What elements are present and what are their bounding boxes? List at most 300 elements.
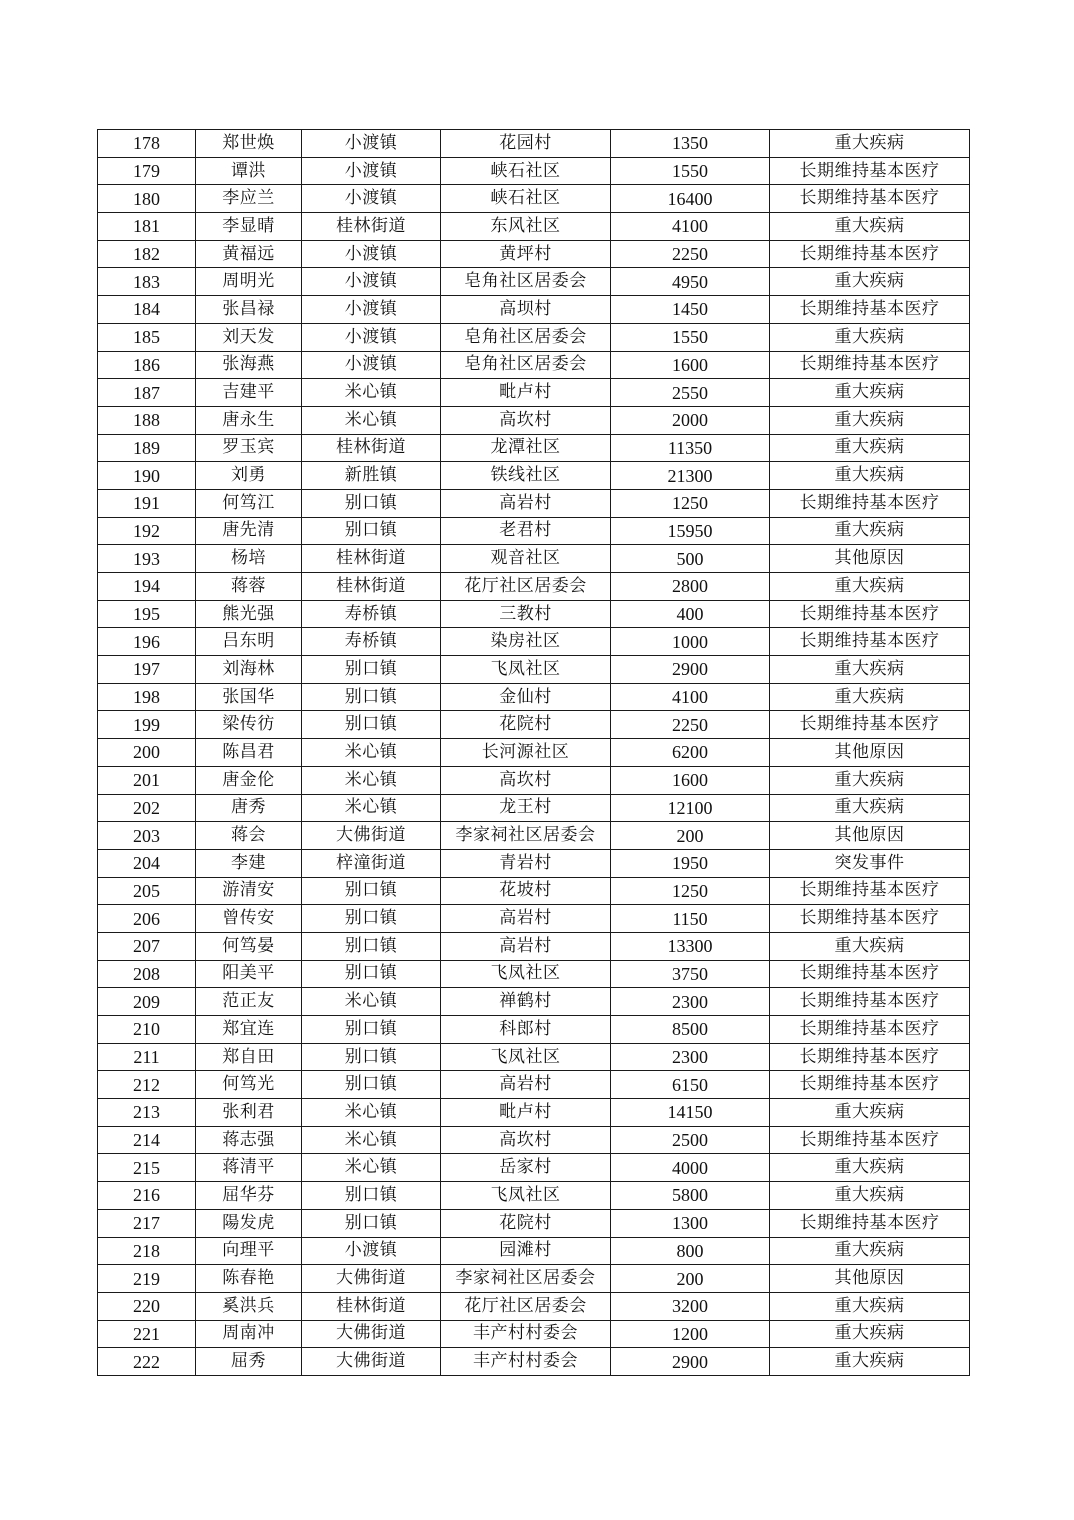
amount-cell: 1350 xyxy=(611,130,770,158)
row-number-cell: 215 xyxy=(98,1154,196,1182)
amount-cell: 2250 xyxy=(611,711,770,739)
community-cell: 东风社区 xyxy=(441,213,611,241)
amount-cell: 11350 xyxy=(611,434,770,462)
community-cell: 金仙村 xyxy=(441,683,611,711)
amount-cell: 1250 xyxy=(611,489,770,517)
name-cell: 范正友 xyxy=(196,988,302,1016)
name-cell: 蒋蓉 xyxy=(196,573,302,601)
reason-cell: 长期维持基本医疗 xyxy=(770,1209,970,1237)
table-row xyxy=(98,213,970,241)
amount-cell: 3200 xyxy=(611,1292,770,1320)
reason-cell: 长期维持基本医疗 xyxy=(770,877,970,905)
town-cell: 米心镇 xyxy=(302,794,441,822)
reason-cell: 重大疾病 xyxy=(770,1154,970,1182)
name-cell: 唐永生 xyxy=(196,406,302,434)
town-cell: 米心镇 xyxy=(302,766,441,794)
reason-cell: 重大疾病 xyxy=(770,656,970,684)
amount-cell: 400 xyxy=(611,600,770,628)
reason-cell: 重大疾病 xyxy=(770,932,970,960)
reason-cell: 长期维持基本医疗 xyxy=(770,711,970,739)
amount-cell: 2550 xyxy=(611,379,770,407)
row-number-cell: 188 xyxy=(98,406,196,434)
name-cell: 张昌禄 xyxy=(196,296,302,324)
name-cell: 陽发虎 xyxy=(196,1209,302,1237)
row-number-cell: 209 xyxy=(98,988,196,1016)
name-cell: 唐金伦 xyxy=(196,766,302,794)
reason-cell: 重大疾病 xyxy=(770,434,970,462)
table-row xyxy=(98,988,970,1016)
town-cell: 别口镇 xyxy=(302,683,441,711)
reason-cell: 长期维持基本医疗 xyxy=(770,1126,970,1154)
row-number-cell: 198 xyxy=(98,683,196,711)
name-cell: 李建 xyxy=(196,849,302,877)
community-cell: 峡石社区 xyxy=(441,157,611,185)
amount-cell: 1600 xyxy=(611,766,770,794)
amount-cell: 4000 xyxy=(611,1154,770,1182)
reason-cell: 长期维持基本医疗 xyxy=(770,296,970,324)
community-cell: 花园村 xyxy=(441,130,611,158)
reason-cell: 重大疾病 xyxy=(770,1237,970,1265)
town-cell: 别口镇 xyxy=(302,1016,441,1044)
table-row xyxy=(98,628,970,656)
amount-cell: 200 xyxy=(611,822,770,850)
community-cell: 龙潭社区 xyxy=(441,434,611,462)
town-cell: 小渡镇 xyxy=(302,296,441,324)
community-cell: 皂角社区居委会 xyxy=(441,268,611,296)
amount-cell: 2300 xyxy=(611,1043,770,1071)
amount-cell: 5800 xyxy=(611,1182,770,1210)
row-number-cell: 210 xyxy=(98,1016,196,1044)
amount-cell: 13300 xyxy=(611,932,770,960)
name-cell: 黄福远 xyxy=(196,240,302,268)
row-number-cell: 191 xyxy=(98,489,196,517)
name-cell: 郑自田 xyxy=(196,1043,302,1071)
reason-cell: 重大疾病 xyxy=(770,462,970,490)
name-cell: 何笃江 xyxy=(196,489,302,517)
name-cell: 蒋清平 xyxy=(196,1154,302,1182)
row-number-cell: 189 xyxy=(98,434,196,462)
name-cell: 何笃晏 xyxy=(196,932,302,960)
town-cell: 大佛街道 xyxy=(302,822,441,850)
name-cell: 杨培 xyxy=(196,545,302,573)
name-cell: 蒋志强 xyxy=(196,1126,302,1154)
name-cell: 周南冲 xyxy=(196,1320,302,1348)
community-cell: 老君村 xyxy=(441,517,611,545)
town-cell: 米心镇 xyxy=(302,379,441,407)
town-cell: 大佛街道 xyxy=(302,1348,441,1376)
reason-cell: 长期维持基本医疗 xyxy=(770,960,970,988)
table-row xyxy=(98,600,970,628)
amount-cell: 1200 xyxy=(611,1320,770,1348)
community-cell: 长河源社区 xyxy=(441,739,611,767)
row-number-cell: 187 xyxy=(98,379,196,407)
community-cell: 高坝村 xyxy=(441,296,611,324)
reason-cell: 重大疾病 xyxy=(770,1099,970,1127)
row-number-cell: 211 xyxy=(98,1043,196,1071)
name-cell: 梁传彷 xyxy=(196,711,302,739)
row-number-cell: 208 xyxy=(98,960,196,988)
row-number-cell: 184 xyxy=(98,296,196,324)
community-cell: 黄坪村 xyxy=(441,240,611,268)
town-cell: 米心镇 xyxy=(302,1099,441,1127)
reason-cell: 重大疾病 xyxy=(770,1348,970,1376)
reason-cell: 重大疾病 xyxy=(770,406,970,434)
row-number-cell: 196 xyxy=(98,628,196,656)
community-cell: 花厅社区居委会 xyxy=(441,573,611,601)
row-number-cell: 218 xyxy=(98,1237,196,1265)
row-number-cell: 194 xyxy=(98,573,196,601)
name-cell: 屈秀 xyxy=(196,1348,302,1376)
row-number-cell: 197 xyxy=(98,656,196,684)
community-cell: 飞凤社区 xyxy=(441,656,611,684)
row-number-cell: 185 xyxy=(98,323,196,351)
town-cell: 米心镇 xyxy=(302,406,441,434)
town-cell: 桂林街道 xyxy=(302,573,441,601)
town-cell: 新胜镇 xyxy=(302,462,441,490)
town-cell: 米心镇 xyxy=(302,1154,441,1182)
name-cell: 游清安 xyxy=(196,877,302,905)
reason-cell: 重大疾病 xyxy=(770,683,970,711)
table-row xyxy=(98,766,970,794)
row-number-cell: 202 xyxy=(98,794,196,822)
town-cell: 小渡镇 xyxy=(302,185,441,213)
reason-cell: 重大疾病 xyxy=(770,766,970,794)
table-row xyxy=(98,573,970,601)
table-row xyxy=(98,1348,970,1376)
row-number-cell: 207 xyxy=(98,932,196,960)
name-cell: 吕东明 xyxy=(196,628,302,656)
community-cell: 禅鹤村 xyxy=(441,988,611,1016)
table-row xyxy=(98,296,970,324)
amount-cell: 4950 xyxy=(611,268,770,296)
reason-cell: 重大疾病 xyxy=(770,573,970,601)
amount-cell: 6200 xyxy=(611,739,770,767)
row-number-cell: 212 xyxy=(98,1071,196,1099)
amount-cell: 500 xyxy=(611,545,770,573)
table-body xyxy=(98,130,970,1376)
reason-cell: 长期维持基本医疗 xyxy=(770,628,970,656)
community-cell: 花坡村 xyxy=(441,877,611,905)
amount-cell: 2900 xyxy=(611,656,770,684)
reason-cell: 重大疾病 xyxy=(770,213,970,241)
reason-cell: 其他原因 xyxy=(770,739,970,767)
table-row xyxy=(98,489,970,517)
row-number-cell: 206 xyxy=(98,905,196,933)
community-cell: 三教村 xyxy=(441,600,611,628)
table-row xyxy=(98,157,970,185)
row-number-cell: 200 xyxy=(98,739,196,767)
row-number-cell: 180 xyxy=(98,185,196,213)
town-cell: 米心镇 xyxy=(302,988,441,1016)
row-number-cell: 205 xyxy=(98,877,196,905)
name-cell: 何笃光 xyxy=(196,1071,302,1099)
row-number-cell: 204 xyxy=(98,849,196,877)
table-row xyxy=(98,656,970,684)
amount-cell: 2000 xyxy=(611,406,770,434)
table-row xyxy=(98,379,970,407)
reason-cell: 长期维持基本医疗 xyxy=(770,240,970,268)
table-row xyxy=(98,822,970,850)
row-number-cell: 221 xyxy=(98,1320,196,1348)
reason-cell: 重大疾病 xyxy=(770,1182,970,1210)
name-cell: 阳美平 xyxy=(196,960,302,988)
reason-cell: 长期维持基本医疗 xyxy=(770,185,970,213)
table-row xyxy=(98,905,970,933)
table-row xyxy=(98,877,970,905)
row-number-cell: 216 xyxy=(98,1182,196,1210)
name-cell: 蒋会 xyxy=(196,822,302,850)
table-row xyxy=(98,240,970,268)
reason-cell: 长期维持基本医疗 xyxy=(770,1016,970,1044)
table-row xyxy=(98,1182,970,1210)
community-cell: 龙王村 xyxy=(441,794,611,822)
relief-table xyxy=(97,129,970,1376)
table-row xyxy=(98,1016,970,1044)
table-row xyxy=(98,462,970,490)
reason-cell: 长期维持基本医疗 xyxy=(770,905,970,933)
name-cell: 周明光 xyxy=(196,268,302,296)
name-cell: 曾传安 xyxy=(196,905,302,933)
reason-cell: 长期维持基本医疗 xyxy=(770,157,970,185)
reason-cell: 重大疾病 xyxy=(770,517,970,545)
town-cell: 桂林街道 xyxy=(302,1292,441,1320)
amount-cell: 1250 xyxy=(611,877,770,905)
name-cell: 谭洪 xyxy=(196,157,302,185)
table-row xyxy=(98,545,970,573)
community-cell: 李家祠社区居委会 xyxy=(441,822,611,850)
row-number-cell: 195 xyxy=(98,600,196,628)
town-cell: 桂林街道 xyxy=(302,213,441,241)
row-number-cell: 219 xyxy=(98,1265,196,1293)
community-cell: 岳家村 xyxy=(441,1154,611,1182)
table-row xyxy=(98,849,970,877)
community-cell: 观音社区 xyxy=(441,545,611,573)
community-cell: 铁线社区 xyxy=(441,462,611,490)
table-row xyxy=(98,711,970,739)
amount-cell: 1000 xyxy=(611,628,770,656)
table-row xyxy=(98,434,970,462)
amount-cell: 1600 xyxy=(611,351,770,379)
community-cell: 皂角社区居委会 xyxy=(441,323,611,351)
reason-cell: 长期维持基本医疗 xyxy=(770,489,970,517)
community-cell: 毗卢村 xyxy=(441,379,611,407)
town-cell: 别口镇 xyxy=(302,656,441,684)
community-cell: 染房社区 xyxy=(441,628,611,656)
row-number-cell: 201 xyxy=(98,766,196,794)
row-number-cell: 190 xyxy=(98,462,196,490)
table-row xyxy=(98,406,970,434)
table-row xyxy=(98,351,970,379)
row-number-cell: 213 xyxy=(98,1099,196,1127)
table-row xyxy=(98,932,970,960)
town-cell: 小渡镇 xyxy=(302,323,441,351)
name-cell: 屈华芬 xyxy=(196,1182,302,1210)
community-cell: 丰产村村委会 xyxy=(441,1348,611,1376)
town-cell: 桂林街道 xyxy=(302,545,441,573)
amount-cell: 800 xyxy=(611,1237,770,1265)
table-row xyxy=(98,1071,970,1099)
table-row xyxy=(98,130,970,158)
amount-cell: 3750 xyxy=(611,960,770,988)
town-cell: 别口镇 xyxy=(302,877,441,905)
amount-cell: 12100 xyxy=(611,794,770,822)
name-cell: 郑世焕 xyxy=(196,130,302,158)
reason-cell: 重大疾病 xyxy=(770,1320,970,1348)
row-number-cell: 222 xyxy=(98,1348,196,1376)
amount-cell: 14150 xyxy=(611,1099,770,1127)
town-cell: 大佛街道 xyxy=(302,1265,441,1293)
table-row xyxy=(98,960,970,988)
name-cell: 向理平 xyxy=(196,1237,302,1265)
town-cell: 别口镇 xyxy=(302,905,441,933)
table-row xyxy=(98,794,970,822)
reason-cell: 突发事件 xyxy=(770,849,970,877)
name-cell: 熊光强 xyxy=(196,600,302,628)
town-cell: 别口镇 xyxy=(302,1071,441,1099)
town-cell: 大佛街道 xyxy=(302,1320,441,1348)
table-row xyxy=(98,1126,970,1154)
table-row xyxy=(98,268,970,296)
amount-cell: 200 xyxy=(611,1265,770,1293)
community-cell: 青岩村 xyxy=(441,849,611,877)
table-row xyxy=(98,683,970,711)
reason-cell: 长期维持基本医疗 xyxy=(770,351,970,379)
amount-cell: 1550 xyxy=(611,323,770,351)
town-cell: 米心镇 xyxy=(302,1126,441,1154)
amount-cell: 21300 xyxy=(611,462,770,490)
reason-cell: 重大疾病 xyxy=(770,794,970,822)
row-number-cell: 199 xyxy=(98,711,196,739)
amount-cell: 8500 xyxy=(611,1016,770,1044)
name-cell: 唐先清 xyxy=(196,517,302,545)
amount-cell: 16400 xyxy=(611,185,770,213)
community-cell: 毗卢村 xyxy=(441,1099,611,1127)
amount-cell: 1300 xyxy=(611,1209,770,1237)
row-number-cell: 179 xyxy=(98,157,196,185)
reason-cell: 重大疾病 xyxy=(770,323,970,351)
town-cell: 桂林街道 xyxy=(302,434,441,462)
reason-cell: 重大疾病 xyxy=(770,130,970,158)
town-cell: 小渡镇 xyxy=(302,351,441,379)
community-cell: 飞凤社区 xyxy=(441,1182,611,1210)
table-row xyxy=(98,1237,970,1265)
town-cell: 寿桥镇 xyxy=(302,628,441,656)
row-number-cell: 192 xyxy=(98,517,196,545)
community-cell: 李家祠社区居委会 xyxy=(441,1265,611,1293)
reason-cell: 其他原因 xyxy=(770,545,970,573)
community-cell: 高坎村 xyxy=(441,406,611,434)
community-cell: 花院村 xyxy=(441,711,611,739)
community-cell: 园滩村 xyxy=(441,1237,611,1265)
community-cell: 高岩村 xyxy=(441,932,611,960)
row-number-cell: 182 xyxy=(98,240,196,268)
amount-cell: 2250 xyxy=(611,240,770,268)
reason-cell: 重大疾病 xyxy=(770,268,970,296)
community-cell: 峡石社区 xyxy=(441,185,611,213)
name-cell: 张国华 xyxy=(196,683,302,711)
row-number-cell: 178 xyxy=(98,130,196,158)
table-row xyxy=(98,1154,970,1182)
community-cell: 高岩村 xyxy=(441,1071,611,1099)
community-cell: 高坎村 xyxy=(441,766,611,794)
reason-cell: 其他原因 xyxy=(770,1265,970,1293)
row-number-cell: 214 xyxy=(98,1126,196,1154)
community-cell: 花院村 xyxy=(441,1209,611,1237)
name-cell: 唐秀 xyxy=(196,794,302,822)
row-number-cell: 186 xyxy=(98,351,196,379)
reason-cell: 长期维持基本医疗 xyxy=(770,1043,970,1071)
reason-cell: 重大疾病 xyxy=(770,379,970,407)
amount-cell: 2900 xyxy=(611,1348,770,1376)
amount-cell: 15950 xyxy=(611,517,770,545)
community-cell: 丰产村村委会 xyxy=(441,1320,611,1348)
name-cell: 刘天发 xyxy=(196,323,302,351)
name-cell: 郑宜连 xyxy=(196,1016,302,1044)
table-row xyxy=(98,1265,970,1293)
amount-cell: 1150 xyxy=(611,905,770,933)
amount-cell: 2500 xyxy=(611,1126,770,1154)
reason-cell: 重大疾病 xyxy=(770,1292,970,1320)
town-cell: 小渡镇 xyxy=(302,157,441,185)
amount-cell: 1550 xyxy=(611,157,770,185)
town-cell: 别口镇 xyxy=(302,1182,441,1210)
community-cell: 飞凤社区 xyxy=(441,960,611,988)
community-cell: 皂角社区居委会 xyxy=(441,351,611,379)
community-cell: 花厅社区居委会 xyxy=(441,1292,611,1320)
town-cell: 小渡镇 xyxy=(302,268,441,296)
row-number-cell: 193 xyxy=(98,545,196,573)
community-cell: 高岩村 xyxy=(441,489,611,517)
name-cell: 刘海林 xyxy=(196,656,302,684)
town-cell: 别口镇 xyxy=(302,517,441,545)
name-cell: 张利君 xyxy=(196,1099,302,1127)
row-number-cell: 220 xyxy=(98,1292,196,1320)
community-cell: 飞凤社区 xyxy=(441,1043,611,1071)
amount-cell: 2300 xyxy=(611,988,770,1016)
table-row xyxy=(98,185,970,213)
town-cell: 寿桥镇 xyxy=(302,600,441,628)
reason-cell: 长期维持基本医疗 xyxy=(770,1071,970,1099)
community-cell: 高坎村 xyxy=(441,1126,611,1154)
table-row xyxy=(98,1099,970,1127)
town-cell: 别口镇 xyxy=(302,960,441,988)
town-cell: 米心镇 xyxy=(302,739,441,767)
reason-cell: 长期维持基本医疗 xyxy=(770,600,970,628)
name-cell: 罗玉宾 xyxy=(196,434,302,462)
table-row xyxy=(98,517,970,545)
town-cell: 别口镇 xyxy=(302,932,441,960)
table-row xyxy=(98,1043,970,1071)
name-cell: 吉建平 xyxy=(196,379,302,407)
name-cell: 李显晴 xyxy=(196,213,302,241)
name-cell: 陈昌君 xyxy=(196,739,302,767)
name-cell: 奚洪兵 xyxy=(196,1292,302,1320)
community-cell: 高岩村 xyxy=(441,905,611,933)
table-row xyxy=(98,1320,970,1348)
amount-cell: 4100 xyxy=(611,213,770,241)
amount-cell: 1950 xyxy=(611,849,770,877)
name-cell: 刘勇 xyxy=(196,462,302,490)
name-cell: 陈春艳 xyxy=(196,1265,302,1293)
amount-cell: 2800 xyxy=(611,573,770,601)
table-row xyxy=(98,739,970,767)
row-number-cell: 183 xyxy=(98,268,196,296)
table-row xyxy=(98,1209,970,1237)
name-cell: 张海燕 xyxy=(196,351,302,379)
town-cell: 别口镇 xyxy=(302,1209,441,1237)
reason-cell: 长期维持基本医疗 xyxy=(770,988,970,1016)
town-cell: 小渡镇 xyxy=(302,130,441,158)
